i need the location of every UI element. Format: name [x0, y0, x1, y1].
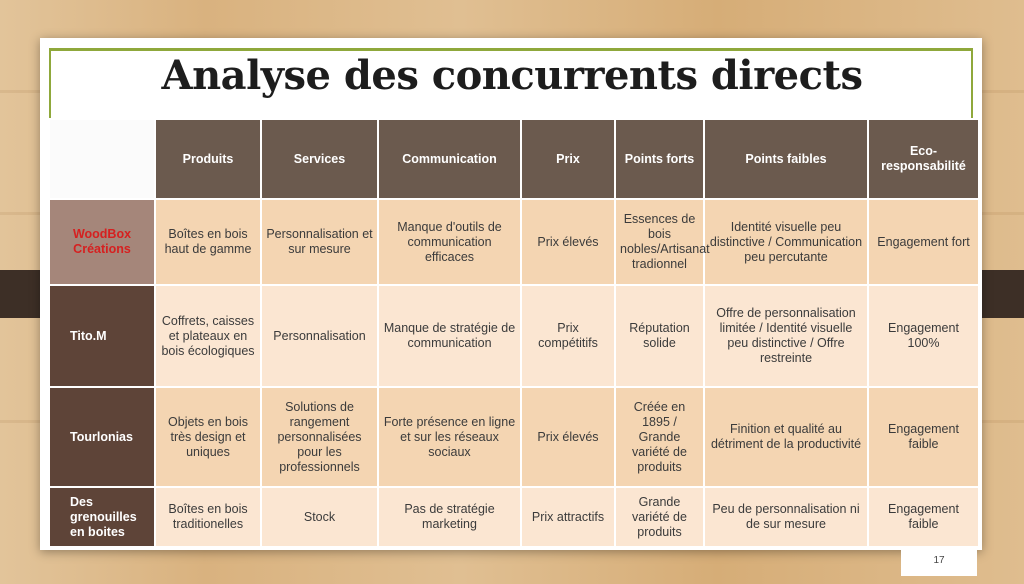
table-cell: Coffrets, caisses et plateaux en bois écologiques [155, 285, 261, 387]
column-header-points-faibles: Points faibles [704, 119, 868, 199]
dark-bar-right [978, 270, 1024, 318]
table-cell: Pas de stratégie marketing [378, 487, 521, 547]
table-cell: Grande variété de produits [615, 487, 704, 547]
table-cell: Objets en bois très design et uniques [155, 387, 261, 487]
competitor-table [48, 118, 980, 548]
column-header-produits: Produits [155, 119, 261, 199]
table-cell: Peu de personnalisation ni de sur mesure [704, 487, 868, 547]
table-cell: Réputation solide [615, 285, 704, 387]
table-cell: Engagement 100% [868, 285, 979, 387]
table-cell: Personnalisation et sur mesure [261, 199, 378, 285]
row-header-tito: Tito.M [49, 285, 155, 387]
table-cell: Prix élevés [521, 199, 615, 285]
table-row [49, 199, 979, 285]
table-cell: Boîtes en bois traditionelles [155, 487, 261, 547]
table-cell: Personnalisation [261, 285, 378, 387]
column-header-prix: Prix [521, 119, 615, 199]
table-cell: Engagement faible [868, 387, 979, 487]
table-cell: Stock [261, 487, 378, 547]
row-header-woodbox: WoodBox Créations [49, 199, 155, 285]
page-number: 17 [901, 546, 977, 576]
table-row [49, 285, 979, 387]
table-cell: Offre de personnalisation limitée / Identité visuelle peu distinctive / Offre restreinte [704, 285, 868, 387]
table-header-row [49, 119, 979, 199]
row-header-grenouilles: Des grenouilles en boites [49, 487, 155, 547]
table-cell: Engagement fort [868, 199, 979, 285]
column-header-communication: Communication [378, 119, 521, 199]
table-cell: Prix élevés [521, 387, 615, 487]
table-cell: Manque de stratégie de communication [378, 285, 521, 387]
slide-title: Analyse des concurrents directs [161, 52, 863, 99]
table-cell: Engagement faible [868, 487, 979, 547]
table-cell: Boîtes en bois haut de gamme [155, 199, 261, 285]
table-cell: Prix compétitifs [521, 285, 615, 387]
column-header-services: Services [261, 119, 378, 199]
row-header-tourlonias: Tourlonias [49, 387, 155, 487]
table-corner [49, 119, 155, 199]
table-cell: Prix attractifs [521, 487, 615, 547]
table-cell: Finition et qualité au détriment de la productivité [704, 387, 868, 487]
column-header-eco-responsabilite: Eco-responsabilité [868, 119, 979, 199]
table-cell: Essences de bois nobles/Artisanat tradionnel [615, 199, 704, 285]
column-header-points-forts: Points forts [615, 119, 704, 199]
table-cell: Solutions de rangement personnalisées pour les professionnels [261, 387, 378, 487]
table-row [49, 387, 979, 487]
table-cell: Créée en 1895 / Grande variété de produits [615, 387, 704, 487]
table-cell: Identité visuelle peu distinctive / Communication peu percutante [704, 199, 868, 285]
table-cell: Forte présence en ligne et sur les réseaux sociaux [378, 387, 521, 487]
table-cell: Manque d'outils de communication efficaces [378, 199, 521, 285]
table-row [49, 487, 979, 547]
